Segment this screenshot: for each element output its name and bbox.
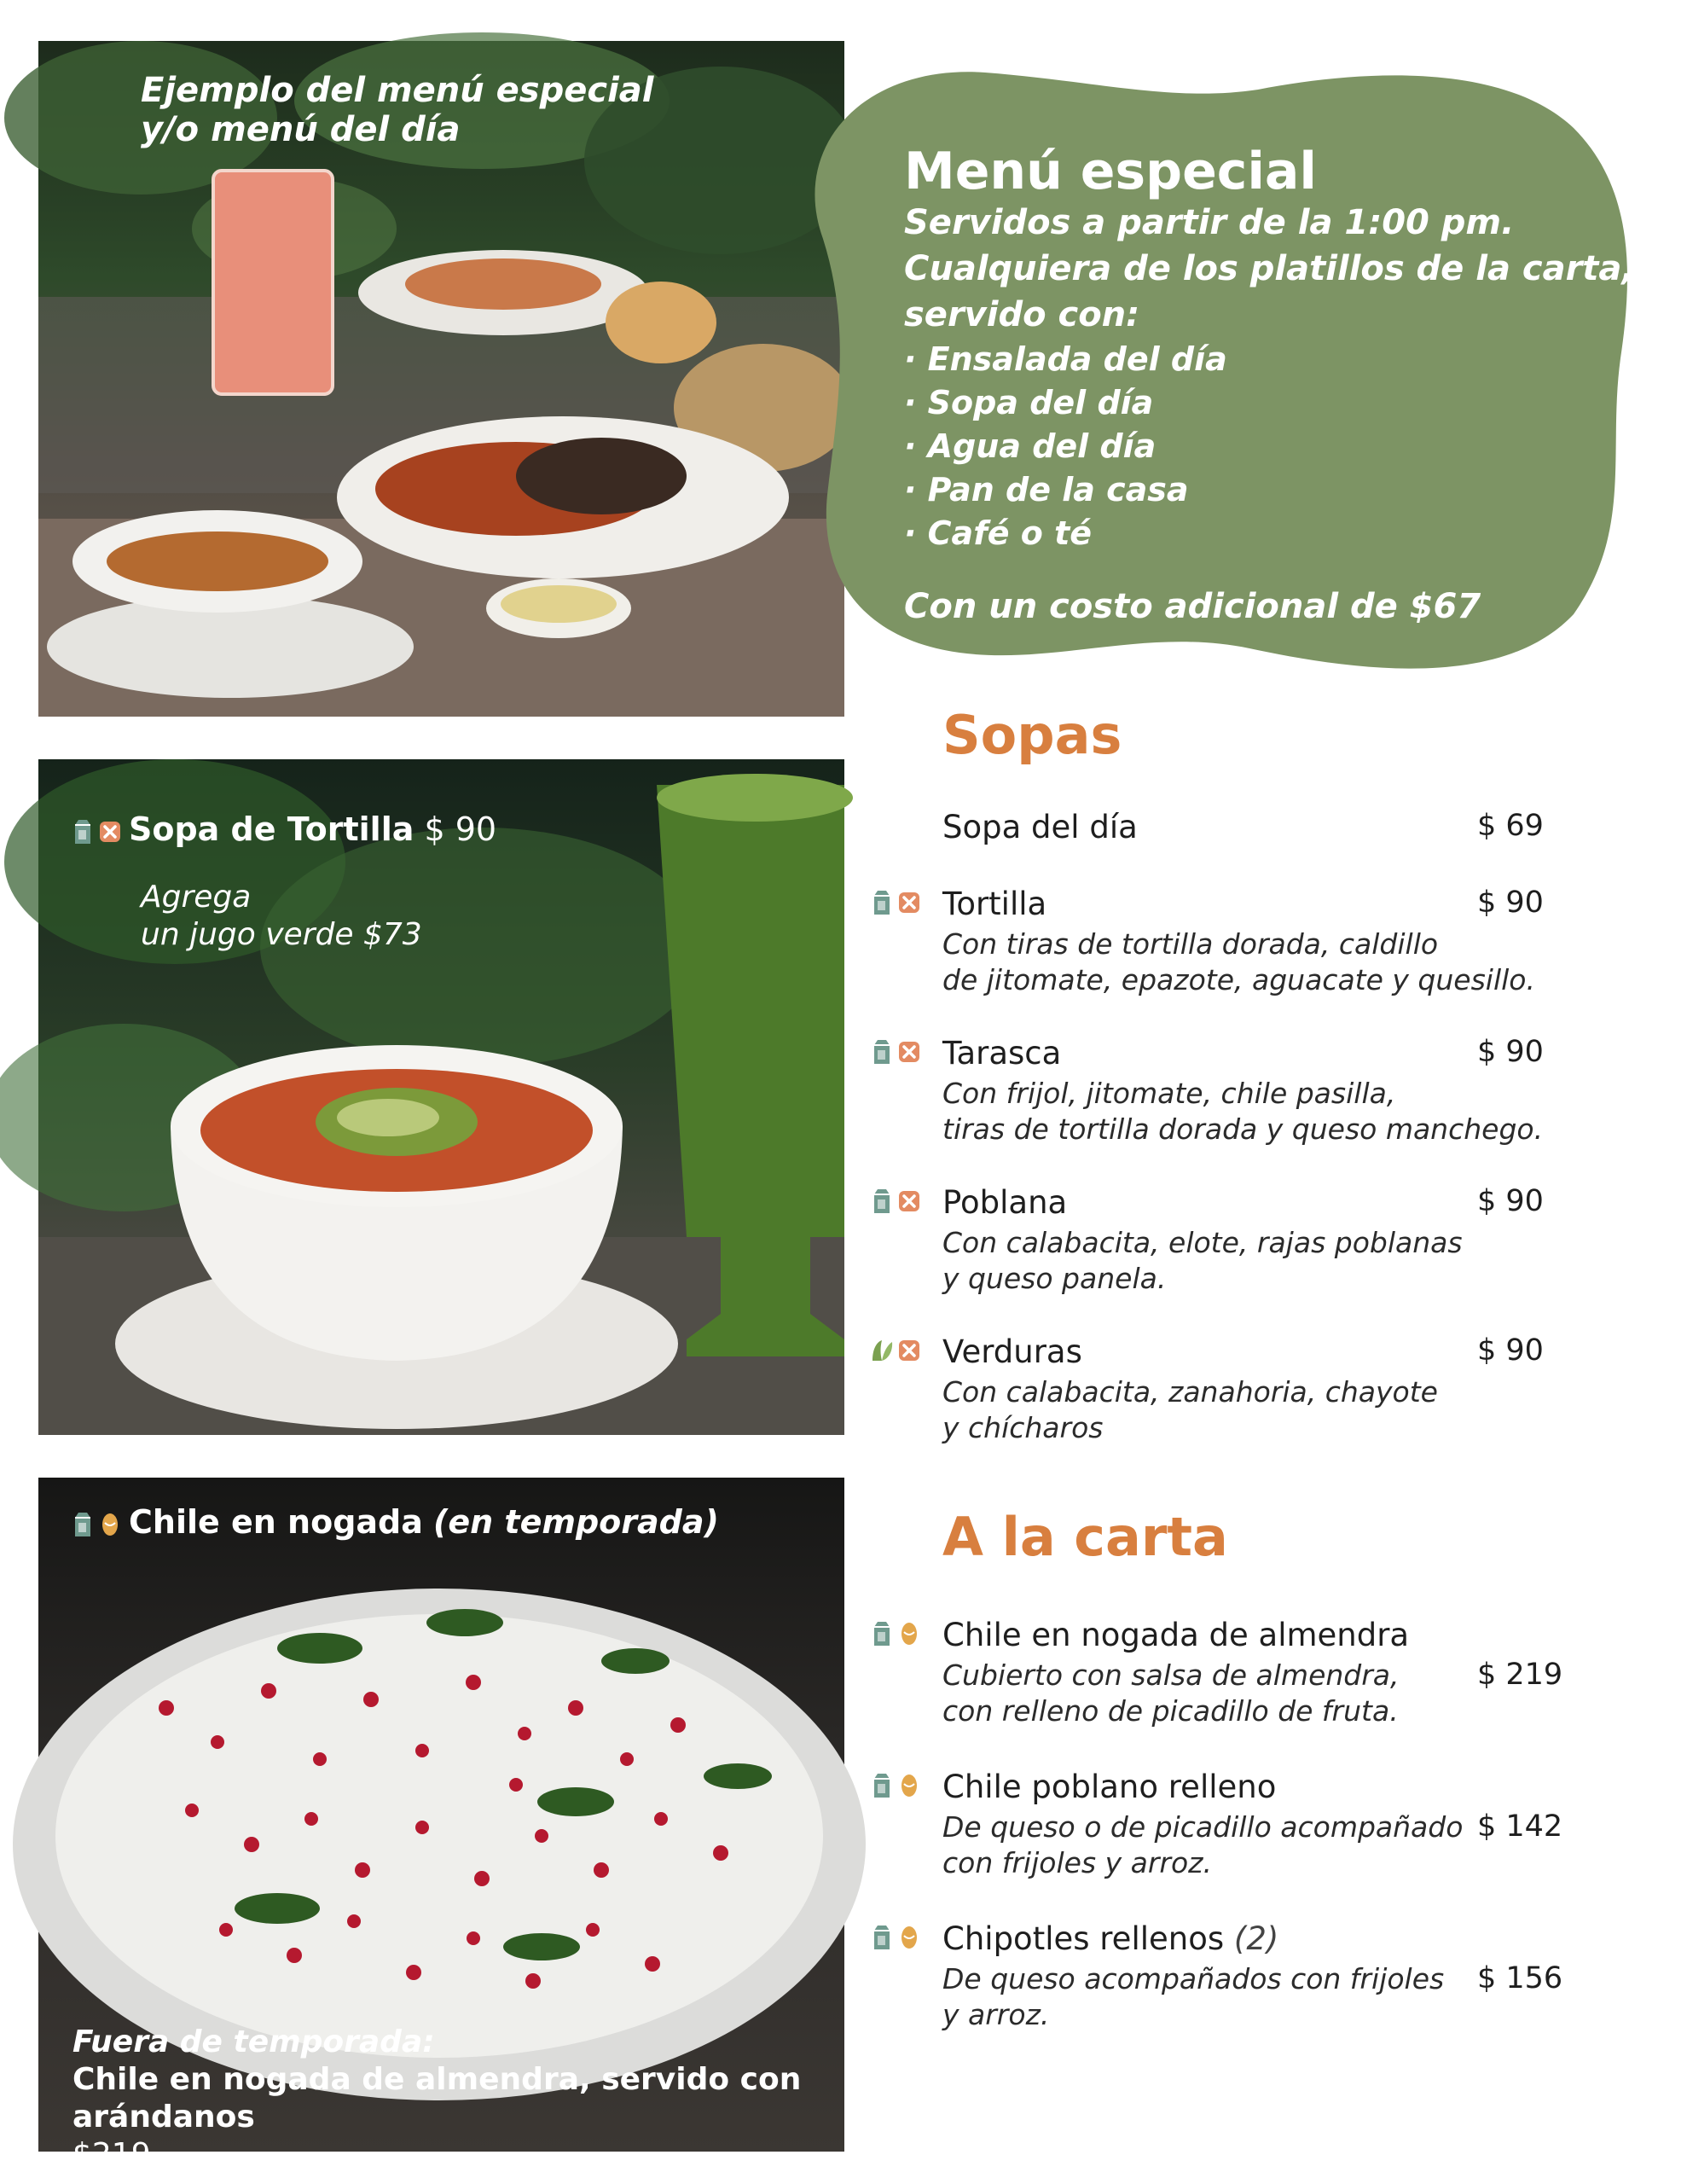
special-menu-photo (38, 41, 844, 717)
sopas-heading: Sopas (942, 704, 1122, 766)
item-desc-line1: Con calabacita, zanahoria, chayote (942, 1375, 1438, 1409)
item-desc-line1: Con tiras de tortilla dorada, caldillo (942, 927, 1439, 961)
item-icons (870, 1772, 921, 1799)
gluten-free-icon (897, 1337, 921, 1364)
item-desc-line2: y arroz. (942, 1998, 1050, 2031)
special-line2: Cualquiera de los platillos de la carta, (904, 249, 1635, 288)
item-icons (870, 1337, 921, 1364)
item-name: Chile en nogada de almendra (942, 1617, 1410, 1653)
photo-dish-price: $ 90 (424, 810, 497, 848)
item-name-paren: (2) (1233, 1920, 1279, 1957)
nuts-icon (897, 1620, 921, 1647)
photo-footer-line1: Fuera de temporada: (72, 2024, 435, 2059)
item-desc-line1: De queso o de picadillo acompañado (942, 1810, 1464, 1844)
item-desc-line2: con relleno de picadillo de fruta. (942, 1694, 1399, 1728)
item-price: $ 219 (1477, 1658, 1563, 1692)
sopa-de-tortilla-photo (38, 759, 844, 1435)
photo-dish-title: Chile en nogada (129, 1503, 423, 1541)
nuts-icon (98, 1511, 122, 1538)
dairy-icon (870, 1620, 894, 1647)
item-name: Tortilla (942, 886, 1047, 922)
item-desc-line1: Con calabacita, elote, rajas poblanas (942, 1226, 1463, 1259)
a-la-carta-heading: A la carta (942, 1506, 1228, 1568)
dairy-icon (870, 1188, 894, 1215)
nuts-icon (897, 1924, 921, 1951)
photo-note-line1: Agrega (141, 880, 252, 915)
vegan-leaf-icon (870, 1337, 894, 1364)
dairy-icon (870, 1038, 894, 1066)
item-price: $ 90 (1477, 1333, 1544, 1368)
dish-icons (71, 1511, 122, 1538)
item-price: $ 156 (1477, 1961, 1563, 1995)
item-name: Chile poblano relleno (942, 1769, 1277, 1805)
special-bullet: · Agua del día (904, 427, 1157, 465)
dairy-icon (870, 1772, 894, 1799)
gluten-free-icon (897, 1038, 921, 1066)
item-icons (870, 1620, 921, 1647)
photo-footer-line2: Chile en nogada de almendra, servido con arándanos (72, 2062, 802, 2135)
gluten-free-icon (897, 889, 921, 916)
item-desc-line2: con frijoles y arroz. (942, 1846, 1212, 1879)
special-line1: Servidos a partir de la 1:00 pm. (904, 203, 1515, 242)
dairy-icon (71, 1511, 95, 1538)
item-desc-line2: tiras de tortilla dorada y queso manchego. (942, 1112, 1544, 1146)
item-price: $ 90 (1477, 1035, 1544, 1069)
item-icons (870, 1188, 921, 1215)
special-bullet: · Ensalada del día (904, 340, 1227, 378)
item-icons (870, 1924, 921, 1951)
special-line3: servido con: (904, 295, 1140, 334)
photo-dish-title: Sopa de Tortilla (129, 810, 415, 848)
photo-caption-line2: y/o menú del día (141, 110, 461, 149)
item-price: $ 90 (1477, 1184, 1544, 1218)
item-icons (870, 889, 921, 916)
gluten-free-icon (897, 1188, 921, 1215)
item-desc-line1: Con frijol, jitomate, chile pasilla, (942, 1077, 1396, 1110)
item-name-text: Chipotles rellenos (942, 1920, 1225, 1957)
photo-caption-line1: Ejemplo del menú especial (141, 71, 654, 110)
special-title: Menú especial (904, 142, 1317, 201)
item-name: Poblana (942, 1184, 1068, 1221)
item-price: $ 142 (1477, 1809, 1563, 1844)
dairy-icon (870, 1924, 894, 1951)
item-name: Verduras (942, 1333, 1082, 1370)
photo-footer-line3: $219 (72, 2137, 151, 2172)
item-desc-line2: de jitomate, epazote, aguacate y quesillo. (942, 963, 1535, 996)
item-desc-line1: Cubierto con salsa de almendra, (942, 1658, 1400, 1692)
special-bullet: · Pan de la casa (904, 471, 1189, 508)
dairy-icon (870, 889, 894, 916)
item-desc-line1: De queso acompañados con frijoles (942, 1962, 1445, 1995)
photo-dish-title-paren: (en temporada) (433, 1503, 719, 1541)
item-desc-line2: y queso panela. (942, 1262, 1167, 1295)
dairy-icon (71, 818, 95, 845)
tortilla-soup-illustration (38, 759, 844, 1435)
photo-note-line2: un jugo verde $73 (141, 917, 422, 952)
special-menu-box (772, 51, 1642, 682)
item-name: Sopa del día (942, 809, 1138, 845)
gluten-free-icon (98, 818, 122, 845)
special-bullet: · Café o té (904, 514, 1093, 552)
item-name (942, 1920, 1278, 1958)
item-name: Tarasca (942, 1035, 1062, 1072)
special-bullet: · Sopa del día (904, 384, 1154, 421)
item-desc-line2: y chícharos (942, 1411, 1104, 1444)
item-price: $ 69 (1477, 809, 1544, 843)
dish-icons (71, 818, 122, 845)
item-icons (870, 1038, 921, 1066)
item-price: $ 90 (1477, 886, 1544, 920)
nuts-icon (897, 1772, 921, 1799)
chile-en-nogada-photo (38, 1478, 844, 2172)
special-cost: Con un costo adicional de $67 (904, 587, 1481, 626)
